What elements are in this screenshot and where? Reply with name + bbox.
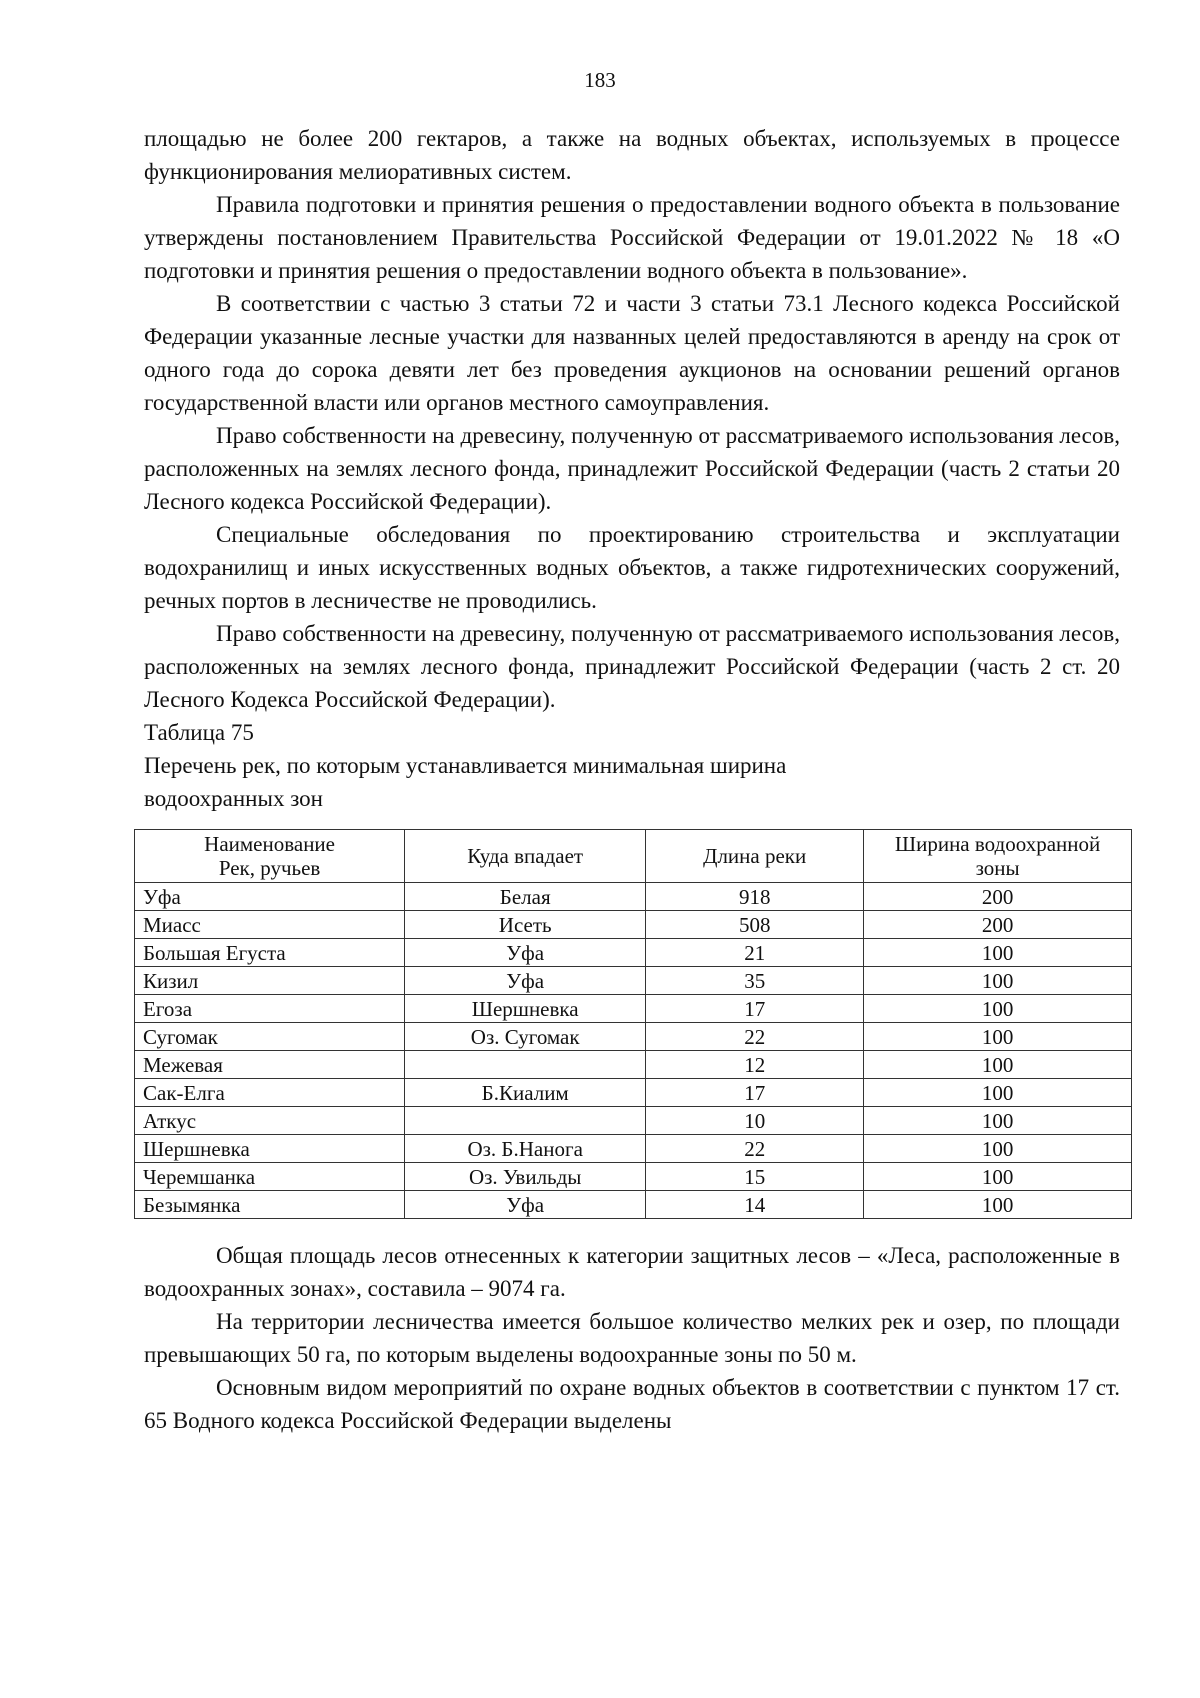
width-cell: 100 [864,995,1132,1023]
rivers-table [134,829,1132,1219]
paragraph: Правила подготовки и принятия решения о предоставлении водного объекта в пользование утверждены постановлением Правительства Российской Федерации от 19.01.2022 № 18 «О подготовки и принятия решения о предоставлении водного объекта в пользование». [144,192,1120,283]
mouth-cell: Белая [405,883,646,911]
paragraph: В соответствии с частью 3 статьи 72 и части 3 статьи 73.1 Лесного кодекса Российской Федерации указанные лесные участки для названных целей предоставляются в аренду на срок от одного года до сорока девяти лет без проведения аукционов на основании решений органов государственной власти или органов местного самоуправления. [144,291,1120,415]
width-cell: 100 [864,1191,1132,1219]
table-label: Таблица 75 [144,720,254,745]
header-name-line1: Наименование [204,832,335,856]
paragraphs-before [144,122,1120,716]
mouth-cell: Б.Киалим [405,1079,646,1107]
table-header-row [135,830,1132,883]
name-cell: Большая Егуста [135,939,405,967]
paragraph: Право собственности на древесину, полученную от рассматриваемого использования лесов, расположенных на землях лесного фонда, принадлежит Российской Федерации (часть 2 ст. 20 Лесного Кодекса Российской Федерации). [144,621,1120,712]
mouth-cell: Уфа [405,939,646,967]
header-name-line2: Рек, ручьев [218,856,321,880]
length-cell: 10 [646,1107,864,1135]
mouth-cell: Уфа [405,1191,646,1219]
name-cell: Сугомак [135,1023,405,1051]
paragraph: Общая площадь лесов отнесенных к категории защитных лесов – «Леса, расположенные в водоохранных зонах», составила – 9074 га. [144,1243,1120,1301]
name-cell: Аткус [135,1107,405,1135]
paragraph: площадью не более 200 гектаров, а также на водных объектах, используемых в процессе функционирования мелиоративных систем. [144,126,1120,184]
width-cell: 100 [864,939,1132,967]
name-cell: Кизил [135,967,405,995]
name-cell: Уфа [135,883,405,911]
mouth-cell: Исеть [405,911,646,939]
width-cell: 100 [864,1135,1132,1163]
mouth-cell [405,1051,646,1079]
width-cell: 200 [864,883,1132,911]
length-cell: 918 [646,883,864,911]
table-row [135,939,1132,967]
length-cell: 15 [646,1163,864,1191]
length-cell: 21 [646,939,864,967]
paragraphs-after [144,1239,1120,1437]
width-cell: 100 [864,1023,1132,1051]
table-row [135,1135,1132,1163]
width-cell: 100 [864,1107,1132,1135]
mouth-cell: Оз. Б.Нанога [405,1135,646,1163]
name-cell: Черемшанка [135,1163,405,1191]
mouth-cell: Оз. Сугомак [405,1023,646,1051]
table-row [135,1107,1132,1135]
header-length: Длина реки [646,830,864,883]
table-row [135,1163,1132,1191]
table-title-line1: Перечень рек, по которым устанавливается минимальная ширина [144,753,787,778]
length-cell: 508 [646,911,864,939]
name-cell: Сак-Елга [135,1079,405,1107]
paragraph: Право собственности на древесину, полученную от рассматриваемого использования лесов, расположенных на землях лесного фонда, принадлежит Российской Федерации (часть 2 статьи 20 Лесного кодекса Российской Федерации). [144,423,1120,514]
table-title-line2: водоохранных зон [144,786,323,811]
length-cell: 35 [646,967,864,995]
table-row [135,1023,1132,1051]
name-cell: Егоза [135,995,405,1023]
header-mouth: Куда впадает [405,830,646,883]
length-cell: 17 [646,1079,864,1107]
length-cell: 22 [646,1135,864,1163]
mouth-cell: Шершневка [405,995,646,1023]
width-cell: 100 [864,1079,1132,1107]
table-row [135,911,1132,939]
page-number: 183 [584,68,616,92]
table-row [135,883,1132,911]
length-cell: 14 [646,1191,864,1219]
length-cell: 12 [646,1051,864,1079]
mouth-cell [405,1107,646,1135]
name-cell: Безымянка [135,1191,405,1219]
header-width-line2: зоны [975,856,1020,880]
length-cell: 22 [646,1023,864,1051]
header-width [864,830,1132,883]
document-body [144,122,1120,1437]
header-name [135,830,405,883]
header-width-line1: Ширина водоохранной [894,832,1101,856]
paragraph: На территории лесничества имеется большое количество мелких рек и озер, по площади превышающих 50 га, по которым выделены водоохранные зоны по 50 м. [144,1309,1120,1367]
width-cell: 100 [864,1051,1132,1079]
mouth-cell: Уфа [405,967,646,995]
width-cell: 100 [864,967,1132,995]
paragraph: Специальные обследования по проектированию строительства и эксплуатации водохранилищ и иных искусственных водных объектов, а также гидротехнических сооружений, речных портов в лесничестве не проводились. [144,522,1120,613]
table-row [135,1051,1132,1079]
width-cell: 200 [864,911,1132,939]
name-cell: Миасс [135,911,405,939]
name-cell: Межевая [135,1051,405,1079]
table-row [135,967,1132,995]
table-body [135,883,1132,1219]
name-cell: Шершневка [135,1135,405,1163]
table-row [135,1079,1132,1107]
paragraph: Основным видом мероприятий по охране водных объектов в соответствии с пунктом 17 ст. 65 Водного кодекса Российской Федерации выделены [144,1375,1120,1433]
mouth-cell: Оз. Увильды [405,1163,646,1191]
table-row [135,1191,1132,1219]
width-cell: 100 [864,1163,1132,1191]
table-row [135,995,1132,1023]
table-title [144,749,1120,815]
length-cell: 17 [646,995,864,1023]
